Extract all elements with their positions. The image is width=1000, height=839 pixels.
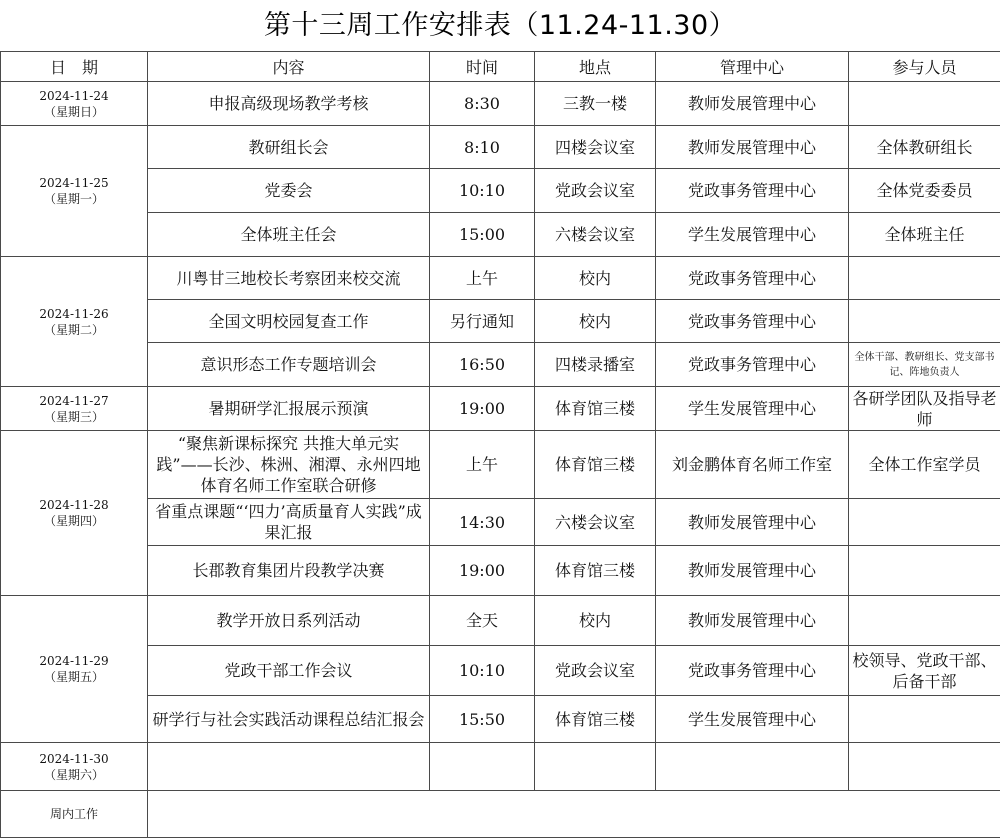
content-cell: 申报高级现场教学考核 [148, 82, 430, 126]
weekday-text: （星期二） [43, 322, 104, 337]
header-location: 地点 [535, 52, 656, 82]
location-cell: 体育馆三楼 [535, 546, 656, 596]
time-cell: 上午 [430, 431, 535, 499]
table-row [1, 169, 1000, 213]
participants-cell: 全体干部、教研组长、党支部书记、阵地负责人 [849, 343, 1000, 387]
date-cell [1, 126, 148, 257]
weekday-text: （星期六） [43, 767, 104, 782]
weekly-work-row [1, 791, 1000, 838]
page-title: 第十三周工作安排表（11.24-11.30） [263, 10, 737, 41]
header-date: 日 期 [1, 52, 148, 82]
location-cell: 体育馆三楼 [535, 696, 656, 743]
time-cell [430, 743, 535, 791]
participants-cell: 全体工作室学员 [849, 431, 1000, 499]
time-cell: 8:30 [430, 82, 535, 126]
content-cell [148, 743, 430, 791]
weekday-text: （星期日） [43, 104, 104, 119]
content-cell: “聚焦新课标探究 共推大单元实践”——长沙、株洲、湘潭、永州四地体育名师工作室联合研修 [148, 431, 430, 499]
participants-cell [849, 743, 1000, 791]
location-cell: 四楼录播室 [535, 343, 656, 387]
date-cell [1, 82, 148, 126]
table-row [1, 213, 1000, 257]
date-cell [1, 387, 148, 431]
center-cell: 党政事务管理中心 [656, 257, 849, 300]
location-cell: 校内 [535, 596, 656, 646]
time-cell: 19:00 [430, 546, 535, 596]
location-cell: 党政会议室 [535, 169, 656, 213]
content-cell: 全体班主任会 [148, 213, 430, 257]
table-row [1, 596, 1000, 646]
date-text: 2024-11-29 [39, 654, 109, 668]
weekday-text: （星期四） [43, 514, 104, 528]
table-row [1, 431, 1000, 499]
time-cell: 8:10 [430, 126, 535, 169]
center-cell: 教师发展管理中心 [656, 82, 849, 126]
time-cell: 10:10 [430, 169, 535, 213]
center-cell: 党政事务管理中心 [656, 169, 849, 213]
location-cell [535, 743, 656, 791]
center-cell: 党政事务管理中心 [656, 300, 849, 343]
weekday-text: （星期一） [43, 192, 104, 206]
time-cell: 15:00 [430, 213, 535, 257]
header-center: 管理中心 [656, 52, 849, 82]
header-content: 内容 [148, 52, 430, 82]
location-cell: 四楼会议室 [535, 126, 656, 169]
location-cell: 六楼会议室 [535, 213, 656, 257]
date-text: 2024-11-25 [39, 176, 109, 190]
content-cell: 全国文明校园复查工作 [148, 300, 430, 343]
table-row [1, 82, 1000, 126]
participants-cell [849, 257, 1000, 300]
weekday-text: （星期三） [43, 409, 104, 424]
location-cell: 体育馆三楼 [535, 387, 656, 431]
date-text: 2024-11-30 [39, 751, 109, 766]
participants-cell [849, 82, 1000, 126]
location-cell: 体育馆三楼 [535, 431, 656, 499]
content-cell: 党委会 [148, 169, 430, 213]
date-text: 2024-11-26 [39, 306, 109, 321]
participants-cell [849, 596, 1000, 646]
participants-cell: 各研学团队及指导老师 [849, 387, 1000, 431]
table-row [1, 743, 1000, 791]
location-cell: 校内 [535, 257, 656, 300]
participants-cell: 全体教研组长 [849, 126, 1000, 169]
participants-cell [849, 300, 1000, 343]
time-cell: 19:00 [430, 387, 535, 431]
content-cell: 暑期研学汇报展示预演 [148, 387, 430, 431]
weekly-work-value [148, 791, 1000, 838]
content-cell: 川粤甘三地校长考察团来校交流 [148, 257, 430, 300]
table-row [1, 696, 1000, 743]
center-cell: 学生发展管理中心 [656, 213, 849, 257]
header-participants: 参与人员 [849, 52, 1000, 82]
table-row [1, 126, 1000, 169]
date-cell [1, 596, 148, 743]
center-cell [656, 743, 849, 791]
time-cell: 10:10 [430, 646, 535, 696]
weekday-text: （星期五） [43, 670, 104, 684]
time-cell: 上午 [430, 257, 535, 300]
date-cell [1, 743, 148, 791]
center-cell: 刘金鹏体育名师工作室 [656, 431, 849, 499]
table-row [1, 499, 1000, 546]
center-cell: 党政事务管理中心 [656, 343, 849, 387]
content-cell: 教研组长会 [148, 126, 430, 169]
participants-cell: 全体班主任 [849, 213, 1000, 257]
content-cell: 长郡教育集团片段教学决赛 [148, 546, 430, 596]
location-cell: 校内 [535, 300, 656, 343]
table-row [1, 257, 1000, 300]
header-row [1, 52, 1000, 82]
center-cell: 教师发展管理中心 [656, 596, 849, 646]
header-time: 时间 [430, 52, 535, 82]
location-cell: 党政会议室 [535, 646, 656, 696]
table-row [1, 387, 1000, 431]
content-cell: 意识形态工作专题培训会 [148, 343, 430, 387]
center-cell: 学生发展管理中心 [656, 696, 849, 743]
content-cell: 研学行与社会实践活动课程总结汇报会 [148, 696, 430, 743]
center-cell: 教师发展管理中心 [656, 499, 849, 546]
content-cell: 党政干部工作会议 [148, 646, 430, 696]
location-cell: 三教一楼 [535, 82, 656, 126]
time-cell: 14:30 [430, 499, 535, 546]
time-cell: 全天 [430, 596, 535, 646]
center-cell: 学生发展管理中心 [656, 387, 849, 431]
center-cell: 党政事务管理中心 [656, 646, 849, 696]
table-row [1, 546, 1000, 596]
content-cell: 教学开放日系列活动 [148, 596, 430, 646]
date-text: 2024-11-28 [39, 498, 109, 512]
time-cell: 16:50 [430, 343, 535, 387]
participants-cell [849, 546, 1000, 596]
date-cell [1, 431, 148, 596]
schedule-table [0, 51, 1000, 838]
location-cell: 六楼会议室 [535, 499, 656, 546]
time-cell: 15:50 [430, 696, 535, 743]
date-text: 2024-11-27 [39, 393, 109, 408]
center-cell: 教师发展管理中心 [656, 126, 849, 169]
date-text: 2024-11-24 [39, 88, 109, 103]
table-row [1, 300, 1000, 343]
table-row [1, 343, 1000, 387]
weekly-work-label: 周内工作 [1, 791, 148, 838]
participants-cell [849, 696, 1000, 743]
participants-cell: 全体党委委员 [849, 169, 1000, 213]
time-cell: 另行通知 [430, 300, 535, 343]
table-row [1, 646, 1000, 696]
participants-cell: 校领导、党政干部、后备干部 [849, 646, 1000, 696]
center-cell: 教师发展管理中心 [656, 546, 849, 596]
date-cell [1, 257, 148, 387]
participants-cell [849, 499, 1000, 546]
content-cell: 省重点课题“‘四力’高质量育人实践”成果汇报 [148, 499, 430, 546]
